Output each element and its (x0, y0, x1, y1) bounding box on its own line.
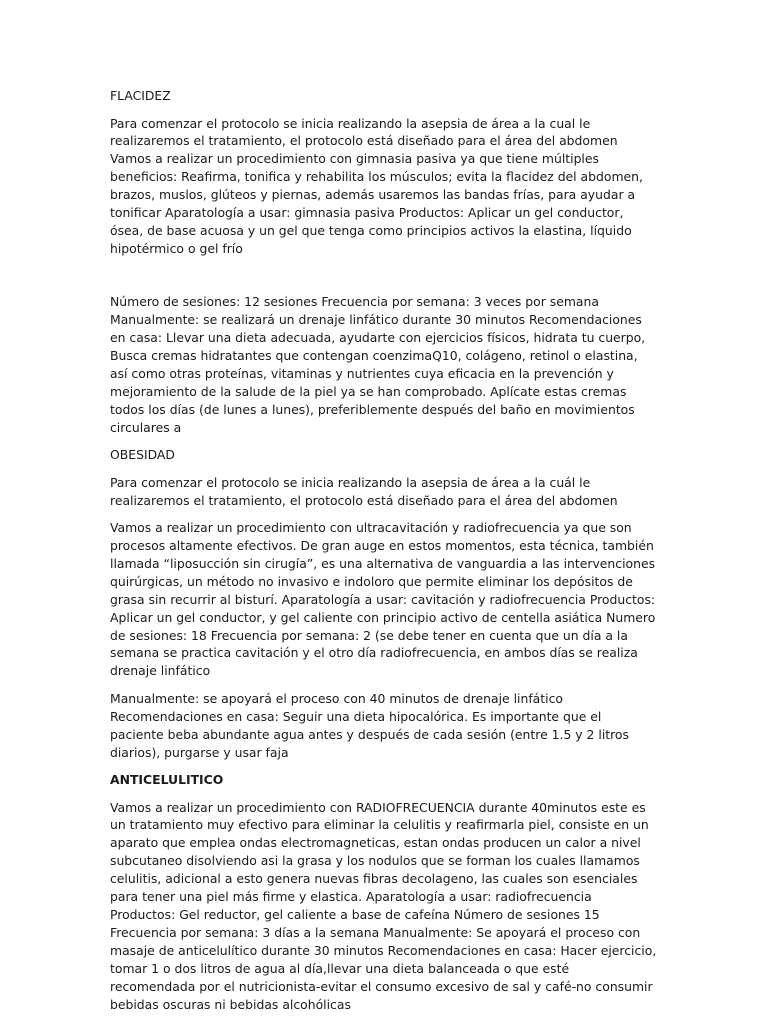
section-heading-anticelulitico: ANTICELULITICO (110, 772, 224, 788)
section-heading-flacidez: FLACIDEZ (110, 88, 171, 103)
section-heading-obesidad: OBESIDAD (110, 447, 175, 463)
paragraph-obesidad-procedure: Vamos a realizar un procedimiento con ultracavitación y radiofrecuencia ya que son procesos altamente efectivos. De gran auge en estos momentos, esta técnica, también llamada “liposucción sin cirugía”, es una alternativa de vanguardia a las intervenciones quirúrgicas, un método no invasivo e indoloro que permite eliminar los depósitos de grasa sin recurrir al bisturí. Aparatología a usar: cavitación y radiofrecuencia Productos: Aplicar un gel conductor, y gel caliente con principio activo de centella asiática Numero de sesiones: 18 Frecuencia por semana: 2 (se debe tener en cuenta que un día a la semana se practica cavitación y el otro día radiofrecuencia, en ambos días se realiza drenaje linfático (110, 520, 656, 679)
paragraph-obesidad-recommendations: Manualmente: se apoyará el proceso con 40 minutos de drenaje linfático Recomendaciones en casa: Seguir una dieta hipocalórica. Es importante que el paciente beba abundante agua antes y después de cada sesión (entre 1.5 y 2 litros diarios), purgarse y usar faja (110, 690, 629, 760)
paragraph-flacidez-protocol: Para comenzar el protocolo se inicia realizando la asepsia de área a la cual le realizaremos el tratamiento, el protocolo está diseñado para el área del abdomen Vamos a realizar un procedimiento con gimnasia pasiva ya que tiene múltiples beneficios: Reafirma, tonifica y rehabilita los músculos; evita la flacidez del abdomen, brazos, muslos, glúteos y piernas, además usaremos las bandas frías, para ayudar a tonificar Aparatología a usar: gimnasia pasiva Productos: Aplicar un gel conductor, ósea, de base acuosa y un gel que tenga como principios activos la elastina, líquido hipotérmico o gel frío (110, 115, 643, 256)
blank-line (110, 267, 658, 293)
paragraph-anticelulitico-procedure: Vamos a realizar un procedimiento con RADIOFRECUENCIA durante 40minutos este es un tratamiento muy efectivo para eliminar la celulitis y reafirmarla piel, consiste en un aparato que emplea ondas electromagneticas, estan ondas producen un calor a nivel subcutaneo disolviendo asi la grasa y los nodulos que se forman los cuales llamamos celulitis, adicional a esto genera nuevas fibras decolageno, las cuales son esenciales para tener una piel más firme y elastica. Aparatología a usar: radiofrecuencia Productos: Gel reductor, gel caliente a base de cafeína Número de sesiones 15 Frecuencia por semana: 3 días a la semana Manualmente: Se apoyará el proceso con masaje de anticelulítico durante 30 minutos Recomendaciones en casa: Hacer ejercicio, tomar 1 o dos litros de agua al día,llevar una dieta balanceada o que esté recomendada por el nutricionista-evitar el consumo excesivo de sal y café-no consumir bebidas oscuras ni bebidas alcohólicas (110, 799, 657, 1012)
document-page (110, 87, 658, 1023)
paragraph-obesidad-intro: Para comenzar el protocolo se inicia realizando la asepsia de área a la cuál le realizaremos el tratamiento, el protocolo está diseñado para el área del abdomen (110, 474, 618, 508)
paragraph-flacidez-sessions: Número de sesiones: 12 sesiones Frecuencia por semana: 3 veces por semana Manualmente: se realizará un drenaje linfático durante 30 minutos Recomendaciones en casa: Llevar una dieta adecuada, ayudarte con ejercicios físicos, hidrata tu cuerpo, Busca cremas hidratantes que contengan coenzimaQ10, colágeno, retinol o elastina, así como otras proteínas, vitaminas y nutrientes cuya eficacia en la prevención y mejoramiento de la salude de la piel ya se han comprobado. Aplícate estas cremas todos los días (de lunes a lunes), preferiblemente después del baño en movimientos circulares a (110, 294, 646, 435)
